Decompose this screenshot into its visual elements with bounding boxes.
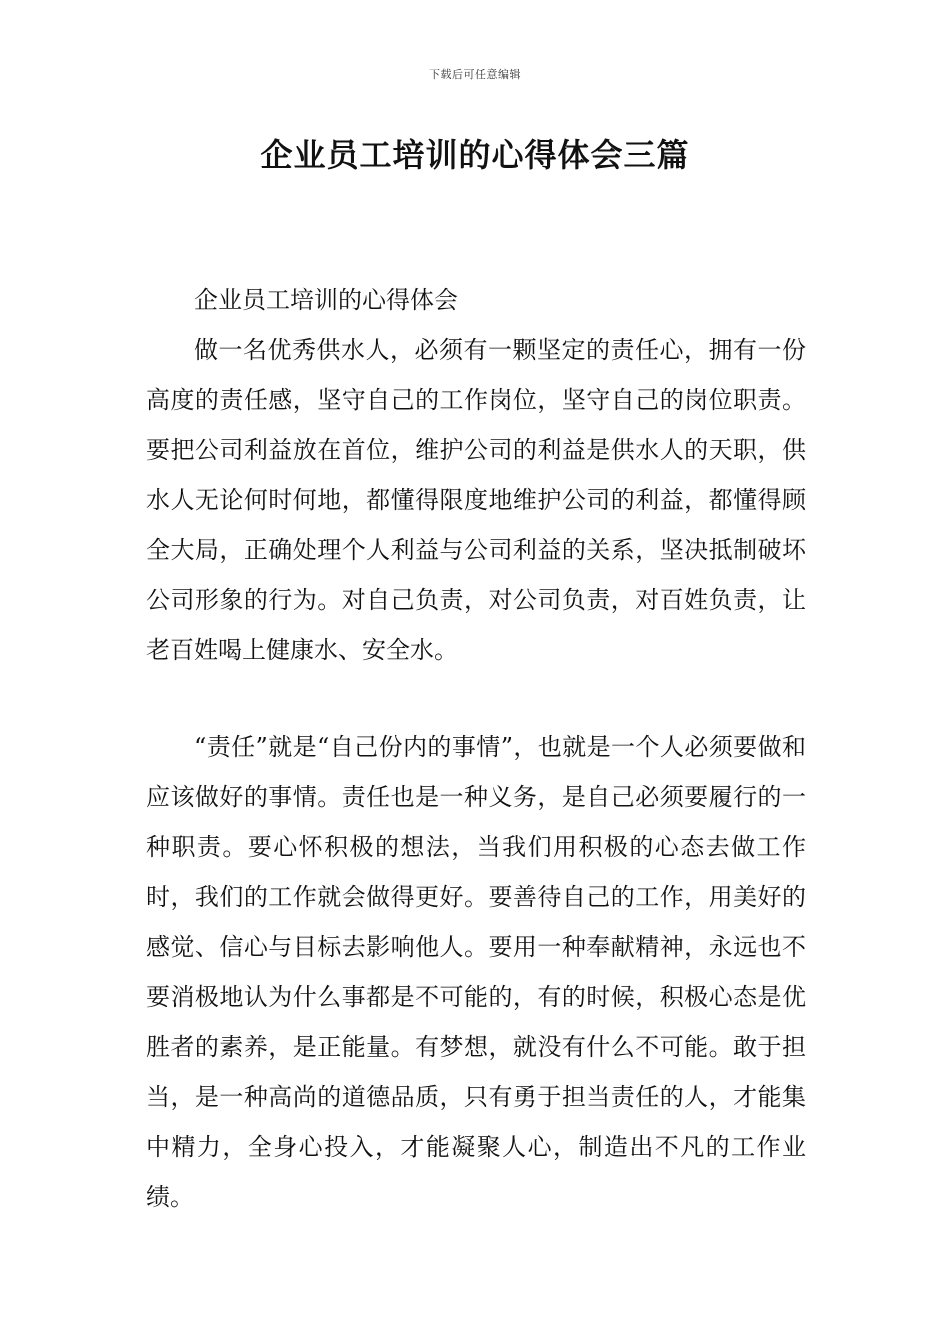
document-title: 企业员工培训的心得体会三篇 <box>260 136 690 174</box>
section-heading: 企业员工培训的心得体会 <box>194 286 458 314</box>
paragraph: “责任”就是“自己份内的事情”，也就是一个人必须要做和应该做好的事情。责任也是一种义务，是自己必须要履行的一种职责。要心怀积极的想法，当我们用积极的心态去做工作时，我们的工作就会做得更好。要善待自己的工作，用美好的感觉、信心与目标去影响他人。要用一种奉献精神，永远也不要消极地认为什么事都是不可能的，有的时候，积极心态是优胜者的素养，是正能量。有梦想，就没有什么不可能。敢于担当，是一种高尚的道德品质，只有勇于担当责任的人，才能集中精力，全身心投入，才能凝聚人心，制造出不凡的工作业绩。 <box>146 733 806 1211</box>
header-note: 下载后可任意编辑 <box>429 68 521 81</box>
paragraph: 做一名优秀供水人，必须有一颗坚定的责任心，拥有一份高度的责任感，坚守自己的工作岗位，坚守自己的岗位职责。要把公司利益放在首位，维护公司的利益是供水人的天职，供水人无论何时何地，都懂得限度地维护公司的利益，都懂得顾全大局，正确处理个人利益与公司利益的关系，坚决抵制破坏公司形象的行为。对自己负责，对公司负责，对百姓负责，让老百姓喝上健康水、安全水。 <box>146 336 806 664</box>
